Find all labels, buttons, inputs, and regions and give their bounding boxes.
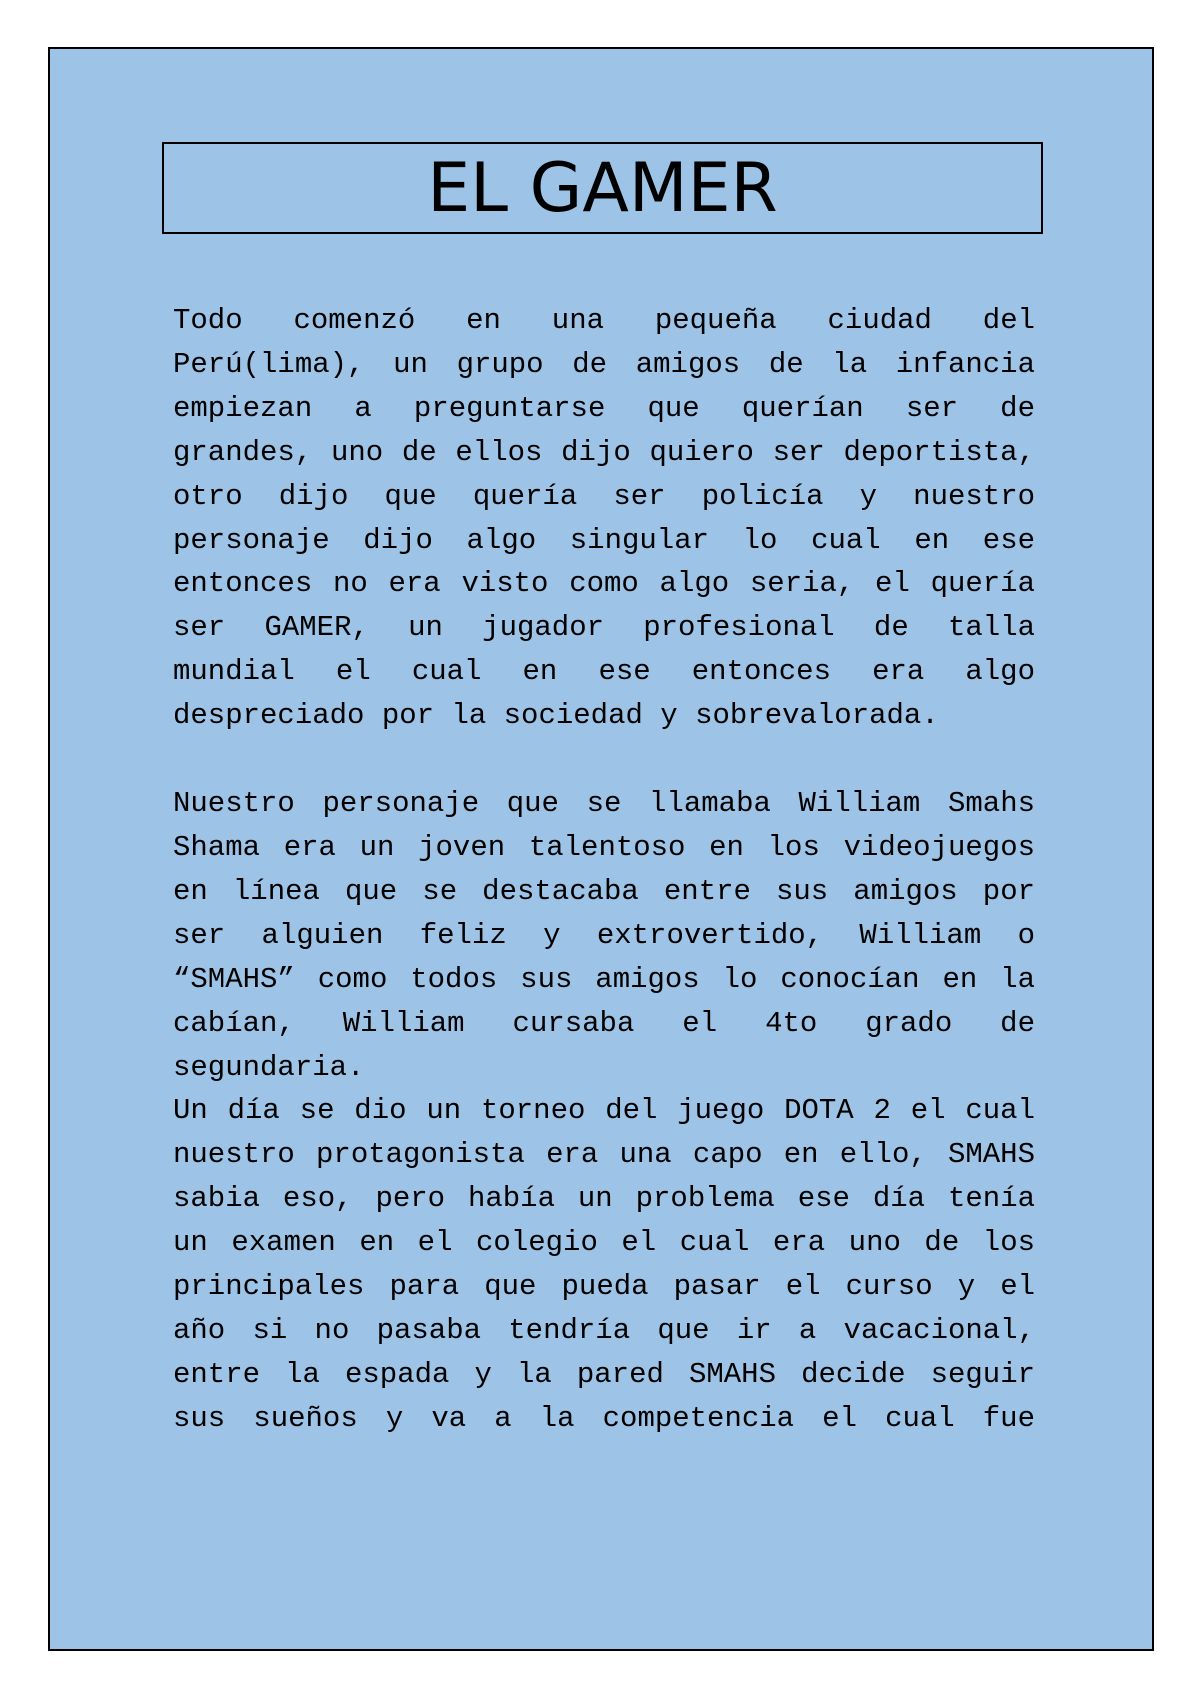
paragraph-2: Nuestro personaje que se llamaba William Smahs Shama era un joven talentoso en los videojuegos en línea que se destacaba entre sus amigos por ser alguien feliz y extrovertido, William o “SMAHS” como todos sus amigos lo conocían en la cabían, William cursaba el 4to grado de segundaria. [173,787,1035,1084]
story-body [173,299,1035,1441]
page-frame [48,47,1154,1651]
title-box [162,142,1043,234]
paragraph-3: Un día se dio un torneo del juego DOTA 2 el cual nuestro protagonista era una capo en ello, SMAHS sabia eso, pero había un problema ese día tenía un examen en el colegio el cual era uno de los principales para que pueda pasar el curso y el año si no pasaba tendría que ir a vacacional, entre la espada y la pared SMAHS decide seguir sus sueños y va a la competencia el cual fue [173,1094,1035,1435]
page-title: EL GAMER [427,149,778,228]
paragraph-1: Todo comenzó en una pequeña ciudad del Perú(lima), un grupo de amigos de la infancia empiezan a preguntarse que querían ser de grandes, uno de ellos dijo quiero ser deportista, otro dijo que quería ser policía y nuestro personaje dijo algo singular lo cual en ese entonces no era visto como algo seria, el quería ser GAMER, un jugador profesional de talla mundial el cual en ese entonces era algo despreciado por la sociedad y sobrevalorada. [173,304,1035,733]
